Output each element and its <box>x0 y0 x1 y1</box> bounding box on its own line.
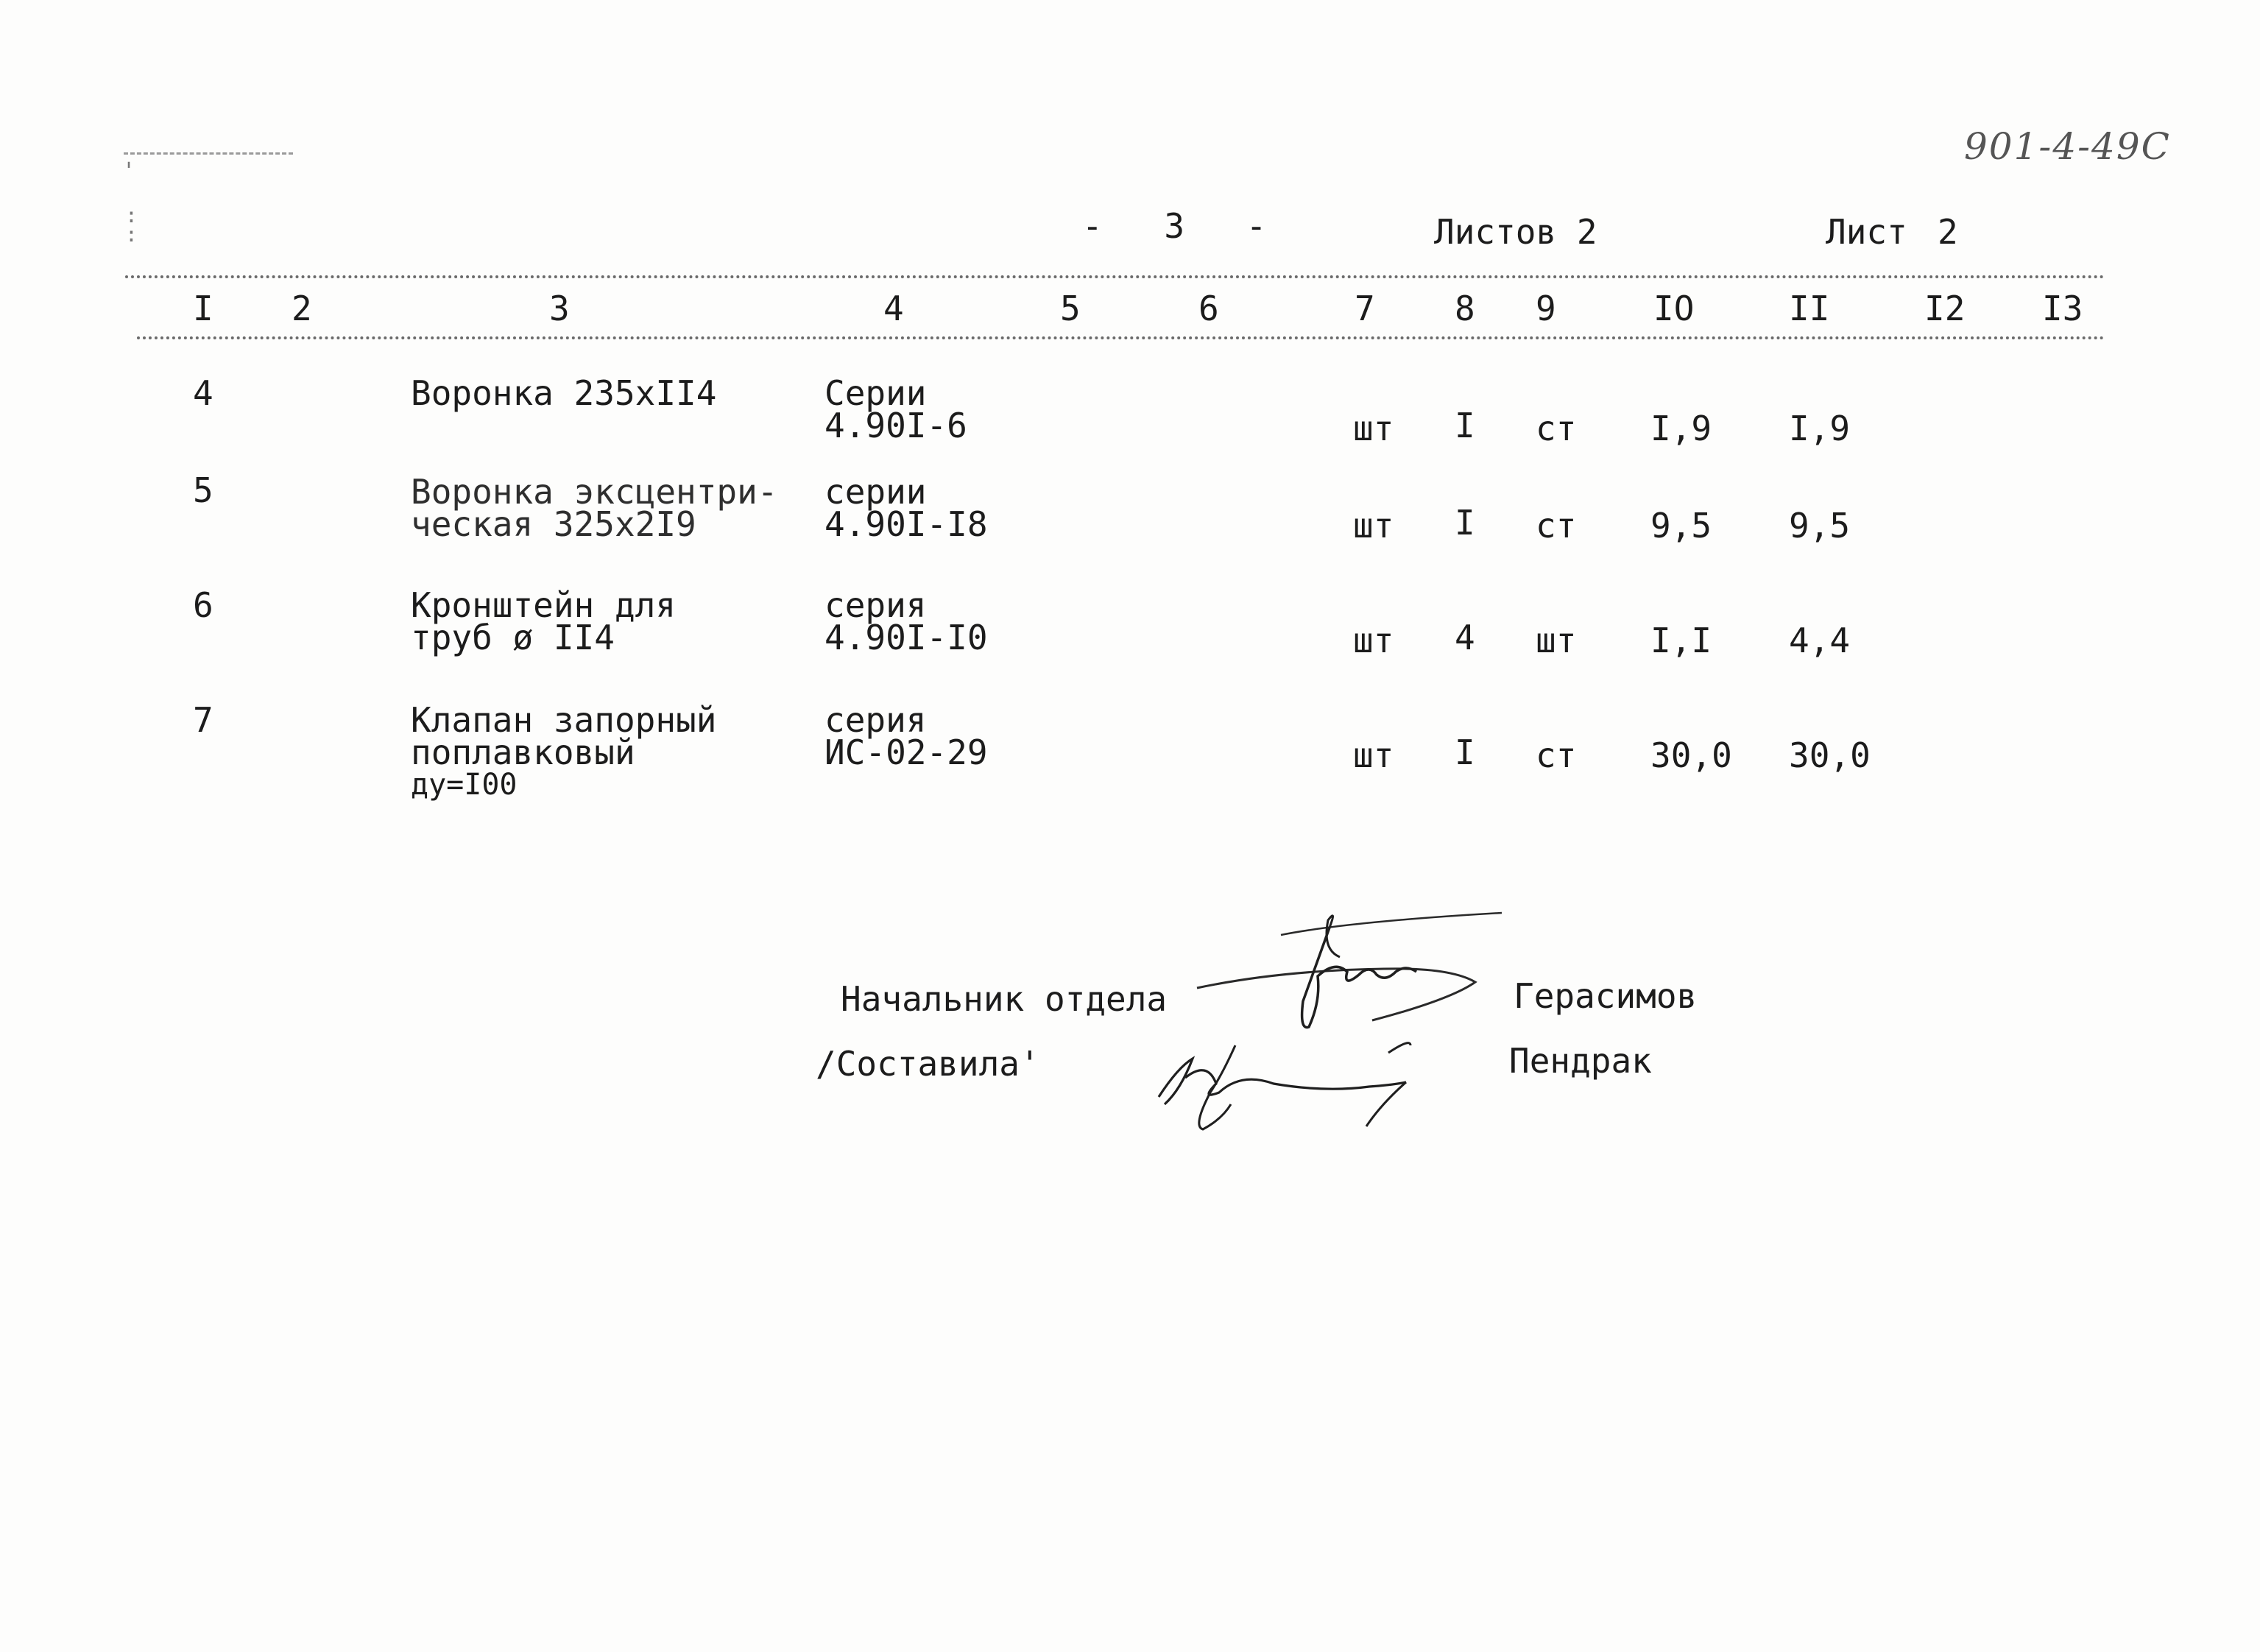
corner-mark-dots: : : <box>125 203 138 247</box>
column-number: 4 <box>883 289 904 328</box>
signer-role-2: /Составила' <box>816 1044 1040 1084</box>
column-number: I <box>193 289 213 328</box>
signer-role-text: Составила <box>836 1044 1020 1084</box>
sheets-total: Листов 2 <box>1434 212 1597 252</box>
document-code-stamp: 901-4-49С <box>1964 125 2171 168</box>
item-name: Клапан запорный поплавковый ду=I00 <box>411 700 717 802</box>
total-mass: 9,5 <box>1789 506 1851 546</box>
page-number: - 3 - <box>1082 206 1288 246</box>
unit-mass: 9,5 <box>1650 506 1712 546</box>
item-name: Кронштейн для труб ø II4 <box>411 585 677 657</box>
unit-mass: I,9 <box>1650 409 1712 448</box>
column-number: 6 <box>1198 289 1219 328</box>
series-reference: серия 4.90I-I0 <box>824 585 988 657</box>
column-number: 7 <box>1355 289 1375 328</box>
position-number: 6 <box>193 585 213 625</box>
quantity: I <box>1455 503 1475 543</box>
column-number: 2 <box>292 289 312 328</box>
column-number: I2 <box>1924 289 1966 328</box>
signer-name: Пендрак <box>1509 1041 1652 1081</box>
column-number: I3 <box>2042 289 2083 328</box>
material: ст <box>1536 506 1577 546</box>
material: ст <box>1536 409 1577 448</box>
material: ст <box>1536 735 1577 775</box>
column-number: IO <box>1653 289 1695 328</box>
series-reference: серии 4.90I-I8 <box>824 472 988 544</box>
sheet-label: Лист <box>1826 212 1907 252</box>
unit: шт <box>1353 735 1394 775</box>
unit: шт <box>1353 409 1394 448</box>
series-reference: Серии 4.90I-6 <box>824 373 967 445</box>
item-name: Воронка эксцентри- ческая 325х2I9 <box>411 472 778 544</box>
series-reference: серия ИС-02-29 <box>824 700 988 772</box>
total-mass: 4,4 <box>1789 621 1851 660</box>
position-number: 5 <box>193 470 213 510</box>
position-number: 7 <box>193 700 213 740</box>
column-number: 9 <box>1536 289 1556 328</box>
unit-mass: I,I <box>1650 621 1712 660</box>
signer-name: Герасимов <box>1514 976 1698 1016</box>
corner-mark-line <box>124 152 293 155</box>
material: шт <box>1536 621 1577 660</box>
handwritten-signature <box>1148 1016 1443 1134</box>
column-number: 3 <box>549 289 570 328</box>
sheet-number: 2 <box>1938 212 1958 252</box>
header-rule-bottom <box>137 336 2105 339</box>
column-number: II <box>1789 289 1830 328</box>
header-rule-top <box>125 275 2105 278</box>
quantity: 4 <box>1455 618 1475 657</box>
quantity: I <box>1455 733 1475 772</box>
unit: шт <box>1353 506 1394 546</box>
unit-mass: 30,0 <box>1650 735 1732 775</box>
quantity: I <box>1455 406 1475 445</box>
column-number: 8 <box>1455 289 1475 328</box>
total-mass: 30,0 <box>1789 735 1871 775</box>
unit: шт <box>1353 621 1394 660</box>
signer-role: Начальник отдела <box>841 979 1168 1019</box>
item-name: Воронка 235хII4 <box>411 373 717 413</box>
column-number: 5 <box>1060 289 1081 328</box>
position-number: 4 <box>193 373 213 413</box>
corner-mark: ' <box>122 158 136 184</box>
total-mass: I,9 <box>1789 409 1851 448</box>
